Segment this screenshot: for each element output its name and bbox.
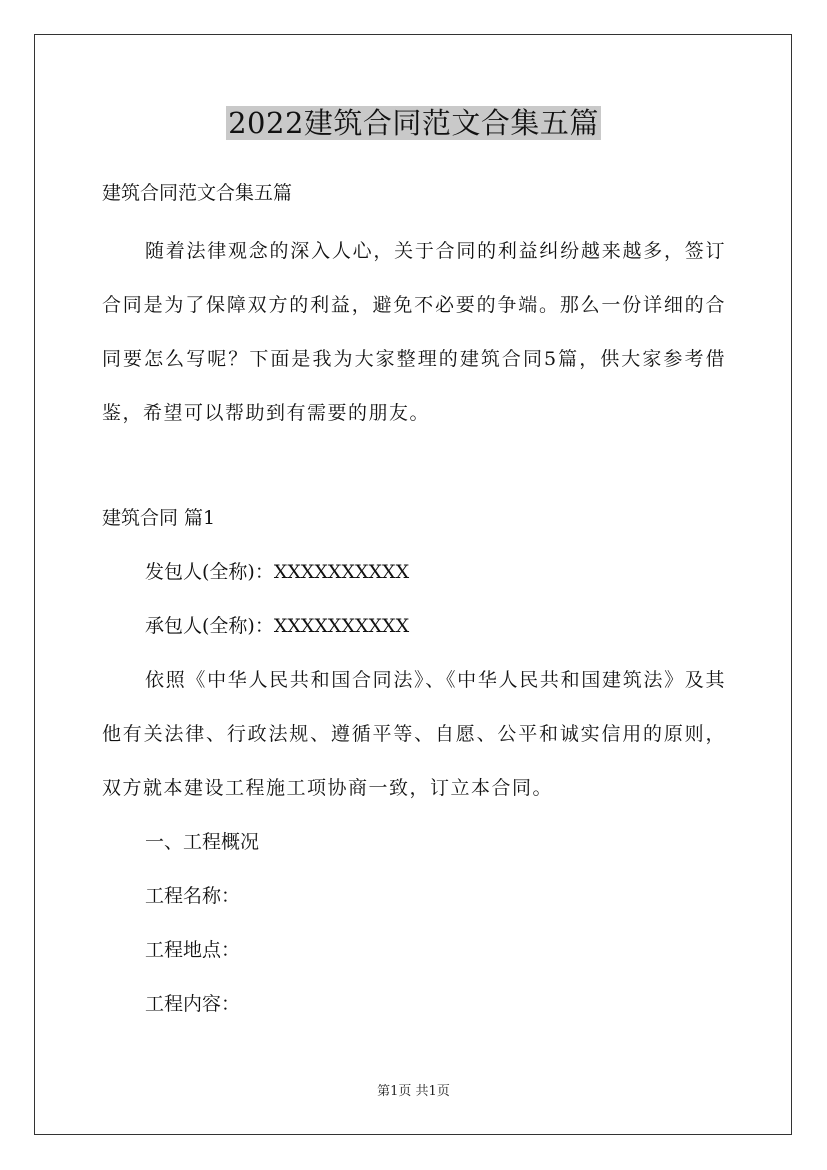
- document-subtitle: 建筑合同范文合集五篇: [102, 182, 293, 204]
- project-name-field: 工程名称：: [145, 885, 241, 907]
- document-title: [0, 103, 827, 143]
- project-location-field: 工程地点：: [145, 939, 241, 961]
- contractor-line: 承包人(全称)：XXXXXXXXXX: [145, 615, 410, 637]
- document-title-text: 2022建筑合同范文合集五篇: [228, 106, 599, 140]
- page-footer: 第1页 共1页: [377, 1084, 450, 1099]
- section-heading: 建筑合同 篇1: [102, 507, 216, 529]
- intro-paragraph: 随着法律观念的深入人心，关于合同的利益纠纷越来越多，签订合同是为了保障双方的利益，避免不必要的争端。那么一份详细的合同要怎么写呢？下面是我为大家整理的建筑合同5篇，供大家参考借鉴，希望可以帮助到有需要的朋友。: [102, 240, 726, 424]
- basis-paragraph: 依照《中华人民共和国合同法》、《中华人民共和国建筑法》及其他有关法律、行政法规、遵循平等、自愿、公平和诚实信用的原则，双方就本建设工程施工项协商一致，订立本合同。: [102, 669, 726, 799]
- clause-heading: 一、工程概况: [145, 831, 260, 853]
- employer-line: 发包人(全称)：XXXXXXXXXX: [145, 561, 410, 583]
- project-content-field: 工程内容：: [145, 993, 241, 1015]
